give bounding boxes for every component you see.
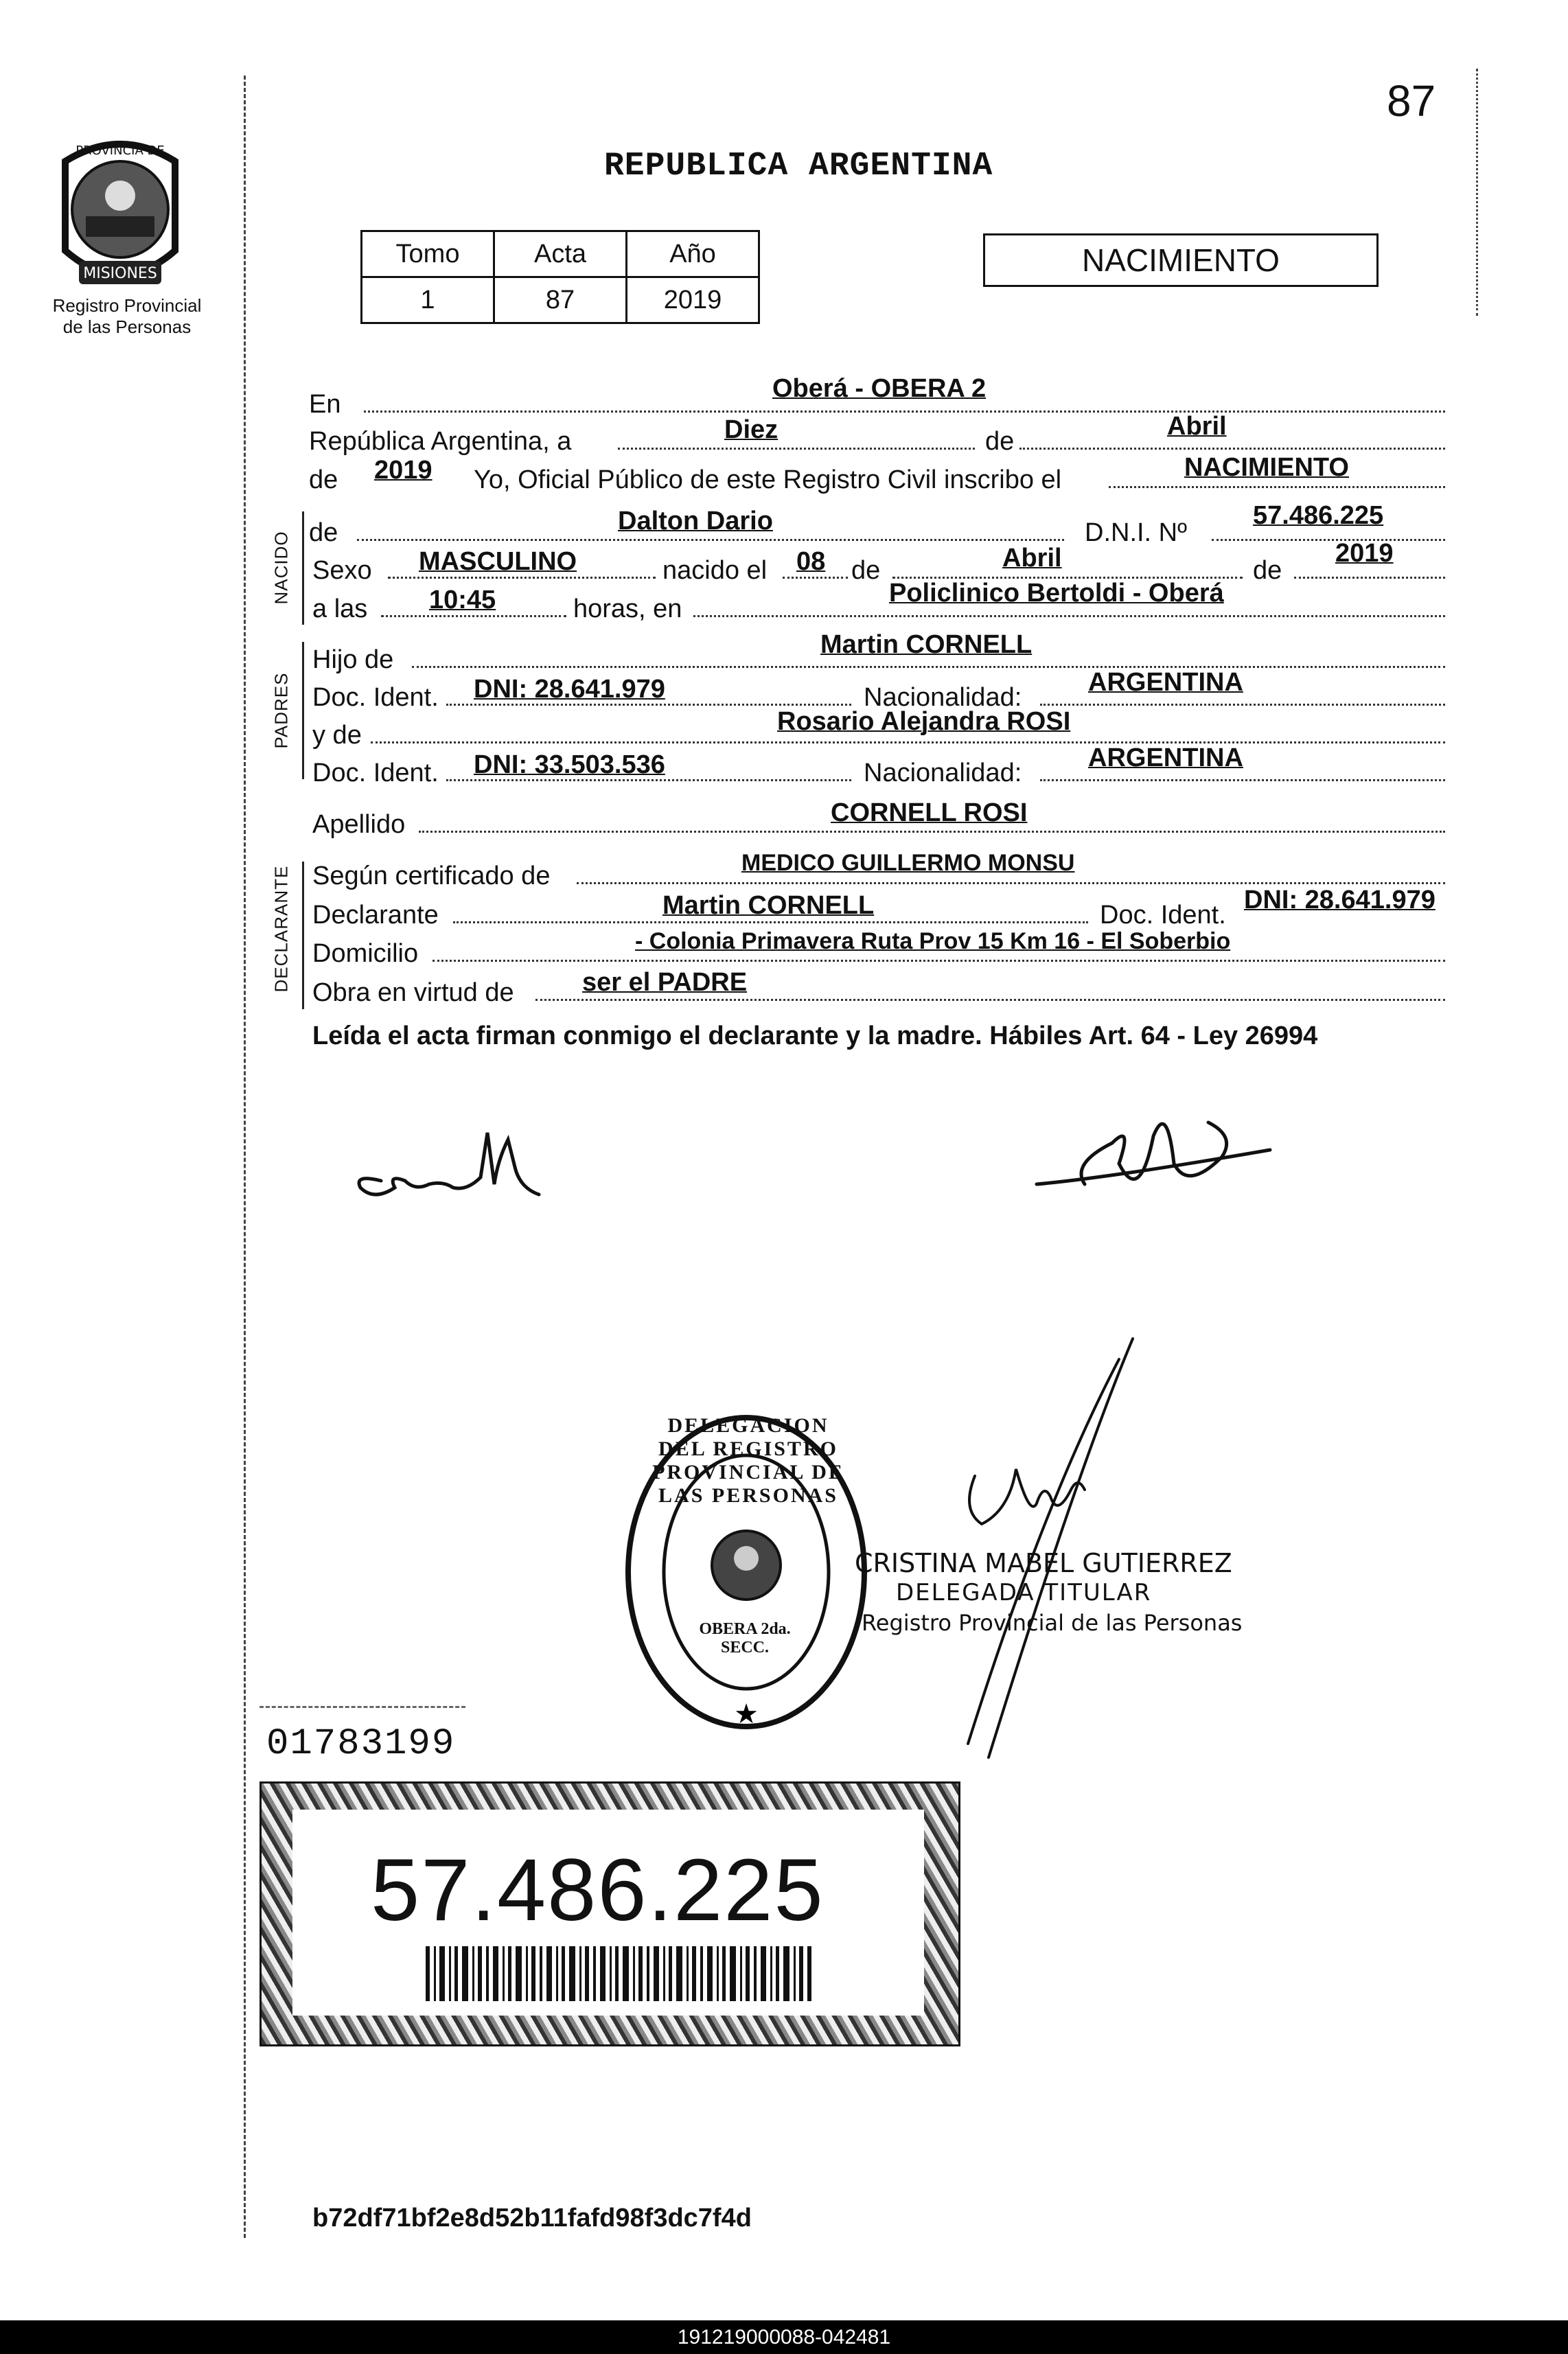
section-label-padres: PADRES bbox=[270, 672, 292, 749]
value-certificado: MEDICO GUILLERMO MONSU bbox=[741, 850, 1075, 876]
dotted-line bbox=[453, 921, 1088, 923]
ref-header-anio: Año bbox=[627, 231, 759, 277]
country-title: REPUBLICA ARGENTINA bbox=[604, 148, 993, 185]
label-nacionalidad2: Nacionalidad: bbox=[864, 759, 1022, 787]
dotted-line bbox=[577, 882, 1445, 884]
officer-name: CRISTINA MABEL GUTIERREZ bbox=[855, 1548, 1232, 1578]
value-madre-nac: ARGENTINA bbox=[1088, 743, 1243, 772]
label-de-month: de bbox=[985, 427, 1015, 456]
officer-title: DELEGADA TITULAR bbox=[896, 1579, 1152, 1606]
section-label-nacido: NACIDO bbox=[270, 531, 292, 605]
label-y-de: y de bbox=[312, 721, 362, 750]
value-padre-nac: ARGENTINA bbox=[1088, 668, 1243, 697]
value-sexo: MASCULINO bbox=[419, 547, 577, 576]
label-doc-ident3: Doc. Ident. bbox=[1100, 901, 1226, 930]
section-bar-declarante bbox=[302, 862, 304, 1009]
value-lugar: Oberá - OBERA 2 bbox=[772, 374, 987, 403]
dotted-line bbox=[783, 577, 848, 579]
value-domicilio: - Colonia Primavera Ruta Prov 15 Km 16 - El Soberbio bbox=[635, 928, 1231, 954]
label-domicilio: Domicilio bbox=[312, 939, 419, 968]
label-obra: Obra en virtud de bbox=[312, 978, 514, 1007]
serial-number: 01783199 bbox=[266, 1723, 456, 1765]
label-doc-ident2: Doc. Ident. bbox=[312, 759, 439, 787]
dotted-line bbox=[1212, 539, 1445, 541]
value-declarante: Martin CORNELL bbox=[662, 891, 875, 920]
label-nacido-el: nacido el bbox=[662, 556, 768, 585]
dotted-line bbox=[371, 741, 1445, 743]
label-de-year: de bbox=[309, 465, 338, 494]
value-apellido: CORNELL ROSI bbox=[831, 798, 1028, 827]
ref-header-acta: Acta bbox=[494, 231, 627, 277]
label-de2: de bbox=[851, 556, 881, 585]
label-hijo-de: Hijo de bbox=[312, 645, 394, 674]
declarant-signature bbox=[340, 1119, 573, 1208]
registry-label-line2: de las Personas bbox=[62, 316, 192, 337]
label-de3: de bbox=[1253, 556, 1282, 585]
dotted-line bbox=[381, 615, 566, 617]
value-nac-anio: 2019 bbox=[1335, 539, 1394, 568]
dotted-line bbox=[1040, 704, 1445, 706]
section-bar-padres bbox=[302, 642, 304, 779]
dotted-line bbox=[1019, 448, 1445, 450]
value-dni: 57.486.225 bbox=[1253, 501, 1384, 530]
value-dia: Diez bbox=[724, 415, 779, 444]
barcode bbox=[426, 1946, 814, 2001]
dotted-line bbox=[364, 411, 1445, 413]
value-nombre: Dalton Dario bbox=[618, 507, 773, 535]
value-padre: Martin CORNELL bbox=[820, 630, 1033, 659]
label-segun: Según certificado de bbox=[312, 862, 551, 890]
dotted-line bbox=[1109, 486, 1445, 488]
value-madre-dni: DNI: 33.503.536 bbox=[474, 750, 665, 779]
value-declarante-dni: DNI: 28.641.979 bbox=[1244, 886, 1436, 914]
dotted-line bbox=[419, 831, 1445, 833]
dotted-line bbox=[535, 999, 1445, 1001]
stamp-inner-text: OBERA 2da. SECC. bbox=[699, 1620, 791, 1657]
dotted-line bbox=[388, 577, 656, 579]
dotted-line bbox=[1294, 577, 1445, 579]
province-seal-logo bbox=[38, 134, 203, 299]
section-label-declarante: DECLARANTE bbox=[270, 865, 292, 993]
closing-statement: Leída el acta firman conmigo el declarante y la madre. Hábiles Art. 64 - Ley 26994 bbox=[312, 1022, 1318, 1050]
registry-label bbox=[27, 295, 227, 338]
stamp-ring-text: DELEGACION DEL REGISTRO PROVINCIAL DE LAS PERSONAS bbox=[652, 1414, 844, 1507]
value-padre-dni: DNI: 28.641.979 bbox=[474, 675, 665, 704]
ref-value-acta: 87 bbox=[494, 277, 627, 323]
value-nac-dia: 08 bbox=[796, 547, 826, 576]
value-obra: ser el PADRE bbox=[582, 968, 748, 997]
label-nacionalidad1: Nacionalidad: bbox=[864, 683, 1022, 712]
dotted-line bbox=[357, 539, 1064, 541]
label-de-name: de bbox=[309, 518, 338, 547]
dotted-line bbox=[693, 615, 1445, 617]
svg-text:★: ★ bbox=[734, 1698, 759, 1730]
label-dni: D.N.I. Nº bbox=[1085, 518, 1187, 547]
officer-office: Registro Provincial de las Personas bbox=[862, 1610, 1243, 1636]
value-mes: Abril bbox=[1167, 412, 1227, 441]
mother-signature bbox=[1030, 1095, 1277, 1212]
ref-value-anio: 2019 bbox=[627, 277, 759, 323]
dotted-line bbox=[618, 448, 975, 450]
value-acto: NACIMIENTO bbox=[1184, 453, 1349, 482]
value-lugar-nac: Policlinico Bertoldi - Oberá bbox=[889, 579, 1224, 608]
ref-value-tomo: 1 bbox=[362, 277, 494, 323]
serial-rule bbox=[260, 1706, 465, 1708]
label-doc-ident1: Doc. Ident. bbox=[312, 683, 439, 712]
dotted-line bbox=[1040, 779, 1445, 781]
dotted-line bbox=[433, 960, 1445, 962]
label-a-las: a las bbox=[312, 595, 368, 623]
right-margin-rule bbox=[1476, 69, 1478, 316]
label-en: En bbox=[309, 390, 341, 419]
label-sexo: Sexo bbox=[312, 556, 372, 585]
label-apellido: Apellido bbox=[312, 810, 406, 839]
svg-text:MISIONES: MISIONES bbox=[83, 265, 157, 282]
section-bar-nacido bbox=[302, 511, 304, 625]
ref-header-tomo: Tomo bbox=[362, 231, 494, 277]
value-hora: 10:45 bbox=[429, 586, 496, 614]
label-declarante: Declarante bbox=[312, 901, 439, 930]
reference-table bbox=[360, 230, 760, 324]
large-id-number: 57.486.225 bbox=[371, 1841, 825, 1939]
value-nac-mes: Abril bbox=[1002, 544, 1062, 573]
svg-text:PROVINCIA DE: PROVINCIA DE bbox=[76, 143, 165, 158]
page-number: 87 bbox=[1387, 76, 1436, 126]
label-horas-en: horas, en bbox=[573, 595, 682, 623]
value-anio: 2019 bbox=[374, 456, 433, 485]
label-yo: Yo, Oficial Público de este Registro Civil inscribo el bbox=[474, 465, 1062, 494]
value-madre: Rosario Alejandra ROSI bbox=[777, 707, 1071, 736]
label-republica: República Argentina, a bbox=[309, 427, 572, 456]
dotted-line bbox=[412, 666, 1445, 668]
footer-code: 191219000088-042481 bbox=[0, 2320, 1568, 2354]
document-hash: b72df71bf2e8d52b11fafd98f3dc7f4d bbox=[312, 2204, 752, 2232]
margin-rule bbox=[244, 76, 246, 2238]
act-type-box: NACIMIENTO bbox=[983, 233, 1379, 287]
registry-label-line1: Registro Provincial bbox=[52, 295, 202, 316]
